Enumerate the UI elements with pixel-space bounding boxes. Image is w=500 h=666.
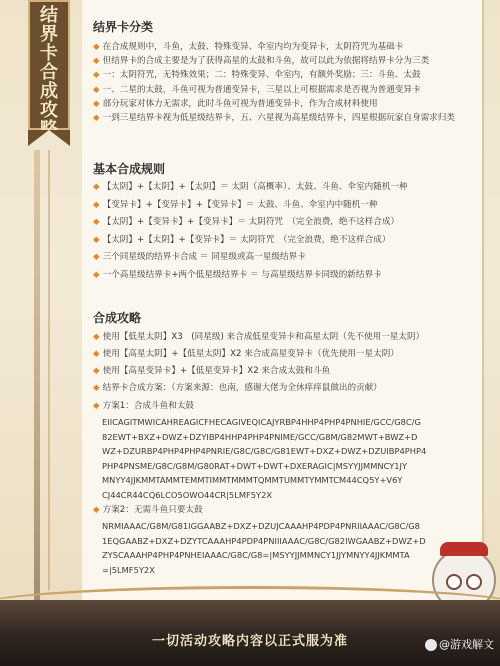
bullet-icon: ◆ (93, 84, 100, 95)
code-line: 1EQGAABZ+DXZ+DZYTCAAAHP4PDP4PNIIIAAAC/G8C/G82IWGAABZ+DWZ+D (102, 535, 426, 546)
bullet-icon: ◆ (93, 270, 100, 280)
banner-char: 卡 (40, 43, 58, 64)
list-item-text: 结界卡合成方案：（方案来源：也南，感谢大佬为全休痒痒鼠做出的贡献） (102, 383, 382, 393)
bullet-icon: ◆ (93, 383, 100, 393)
code-line: 82EWT+BXZ+DWZ+DZYIBP4HHP4PHP4PNIME/GCC/G8M/G82MWT+BWZ+D (102, 431, 418, 442)
list-item-text: 使用【高星变异卡】+【低星变异卡】X2 来合成太鼓和斗鱼 (102, 366, 331, 376)
bullet-icon: ◆ (93, 332, 100, 342)
section-heading-basic-rules: 基本合成规则 (93, 162, 166, 176)
list-item (93, 113, 455, 124)
code-line: PHP4PNSME/G8C/G8M/G80RAT+DWT+DWT+DXERAGIC|MSYYJJMMNCY1JY (102, 460, 408, 471)
list-item-text: 三个同星级的结界卡合成 ＝ 同星级或高一星级结界卡 (102, 252, 306, 263)
list-item (93, 252, 306, 263)
plan1-title: ◆ 方案1：合成斗鱼和太鼓 (93, 401, 195, 411)
bullet-icon: ◆ (93, 42, 100, 52)
code-line: NRMIAAAC/G8M/G81IGGAABZ+DXZ+DZUJCAAAHP4PDP4PNRIIAAAC/G8C/G8 (102, 521, 420, 531)
list-item-text: 部分玩家对体力无需求，此时斗鱼可视为普通变异卡，作为合成材料使用 (102, 98, 378, 109)
list-item-text: 【太阴】+【太阴】+【太阴】＝ 太阴（高概率）、太鼓、斗鱼、伞室内随机一种 (102, 182, 408, 192)
list-item-text: 一、二星的太鼓，斗鱼可视为普通变异卡，三星以上可根据需求是否视为普通变异卡 (102, 84, 421, 95)
code-line: MNYY4JJKMMTAMMTEMMTIMMTMMMTQMMTUMMTYMMTCM44CQ5Y+V6Y (102, 475, 403, 486)
bullet-icon: ◆ (93, 252, 100, 263)
banner-char: 界 (40, 24, 58, 45)
list-item-text: 【变异卡】+【变异卡】+【变异卡】＝ 太鼓、斗鱼、伞室内中随机一种 (102, 199, 378, 210)
bullet-icon: ◆ (93, 70, 100, 81)
left-decoration (34, 150, 40, 620)
plan2-title: ◆ 方案2：无需斗鱼只要太鼓 (93, 505, 203, 515)
banner-title (28, 6, 70, 139)
mascot-eye-left (446, 574, 462, 590)
list-item-text: 一个高星级结界卡+两个低星级结界卡 ＝ 与高星级结界卡同级的新结界卡 (102, 270, 382, 280)
list-item (93, 332, 424, 343)
bullet-icon: ◆ (93, 98, 100, 109)
bullet-icon: ◆ (93, 56, 100, 67)
watermark: @游戏解文 (425, 636, 494, 652)
watermark-icon (425, 639, 437, 651)
list-item-text: 【太阴】+【变异卡】+【变异卡】＝ 太阴符咒 （完全浪费，绝不这样合成） (102, 217, 400, 228)
code-line: CJ44CR44CQ6LCO5OWO44CR|5LMF5Y2X (102, 490, 273, 500)
list-item-text: 但结界卡的合成主要是为了获得高星的太鼓和斗鱼，故可以此为依据将结界卡分为三类 (102, 56, 430, 67)
section-heading-classification: 结界卡分类 (93, 20, 154, 34)
bullet-icon: ◆ (93, 199, 100, 210)
title-banner (28, 0, 70, 140)
list-item (93, 85, 421, 96)
list-item-text: 一到三星结界卡视为低星级结界卡，五、六星视为高星级结界卡，四星根据玩家自身需求归类 (102, 113, 455, 123)
bullet-icon: ◆ (93, 113, 100, 123)
list-item (93, 42, 403, 53)
list-item (93, 349, 399, 360)
banner-char: 合 (40, 62, 58, 83)
banner-char: 攻 (40, 100, 58, 121)
footer-arc (0, 586, 500, 629)
list-item (93, 182, 408, 193)
bullet-icon: ◆ (93, 234, 100, 245)
list-item-text: 【太阴】+【太阴】+【变异卡】＝ 太阴符咒 （完全浪费，绝不这样合成） (102, 234, 391, 245)
list-item-text: 使用【高星太阴】+【低星太阴】X2 来合成高星变异卡（优先使用一星太阴） (102, 349, 399, 359)
list-item (93, 200, 378, 211)
mascot-hat (440, 542, 488, 556)
left-decoration-line (48, 150, 50, 590)
bullet-icon: ◆ (93, 182, 100, 192)
list-item (93, 217, 399, 228)
list-item-text: 在合成规则中，斗鱼，太鼓、特殊变异、伞室内均为变异卡，太阴符咒为基础卡 (102, 42, 404, 52)
bullet-icon: ◆ (93, 366, 100, 376)
list-item (93, 366, 330, 377)
code-line: =|5LMF5Y2X (102, 564, 155, 575)
list-item-text: 一：太阴符咒，无特殊效果；二：特殊变异、伞室内，有额外奖励；三：斗鱼、太鼓 (102, 70, 421, 81)
footer-text: 一切活动攻略内容以正式服为准 (151, 634, 348, 649)
banner-char: 略 (40, 119, 58, 140)
list-item (93, 56, 429, 67)
list-item (93, 235, 390, 246)
list-item (93, 383, 382, 394)
bullet-icon: ◆ (93, 217, 100, 228)
mascot-eye-right (466, 574, 482, 590)
section-heading-strategy: 合成攻略 (93, 311, 142, 325)
list-item (93, 99, 378, 110)
list-item (93, 70, 421, 81)
list-item (93, 270, 382, 281)
bullet-icon: ◆ (93, 349, 100, 359)
code-line: WZ+DZURBP4PHP4PHP4PNRIE/G8C/G8C/G81EWT+DXZ+DWZ+DZUIBP4PHP4 (102, 446, 427, 457)
code-line: ZYSCAAAHP4PHP4PNHEIAAAC/G8C/G8=|MSYYJJMMNCY1JJYMNYY4JJKMMTA (102, 550, 410, 561)
banner-char: 结 (40, 5, 58, 26)
banner-char: 成 (40, 81, 58, 102)
list-item-text: 使用【低星太阴】X3 (同星级) 来合成低星变异卡和高星太阴（先不使用一星太阴） (102, 332, 425, 342)
code-line: EIICAGITMWICAHREAGICFHECAGIVEQICAJYRBP4HHP4PHP4PNHIE/GCC/G8C/G (102, 417, 421, 427)
